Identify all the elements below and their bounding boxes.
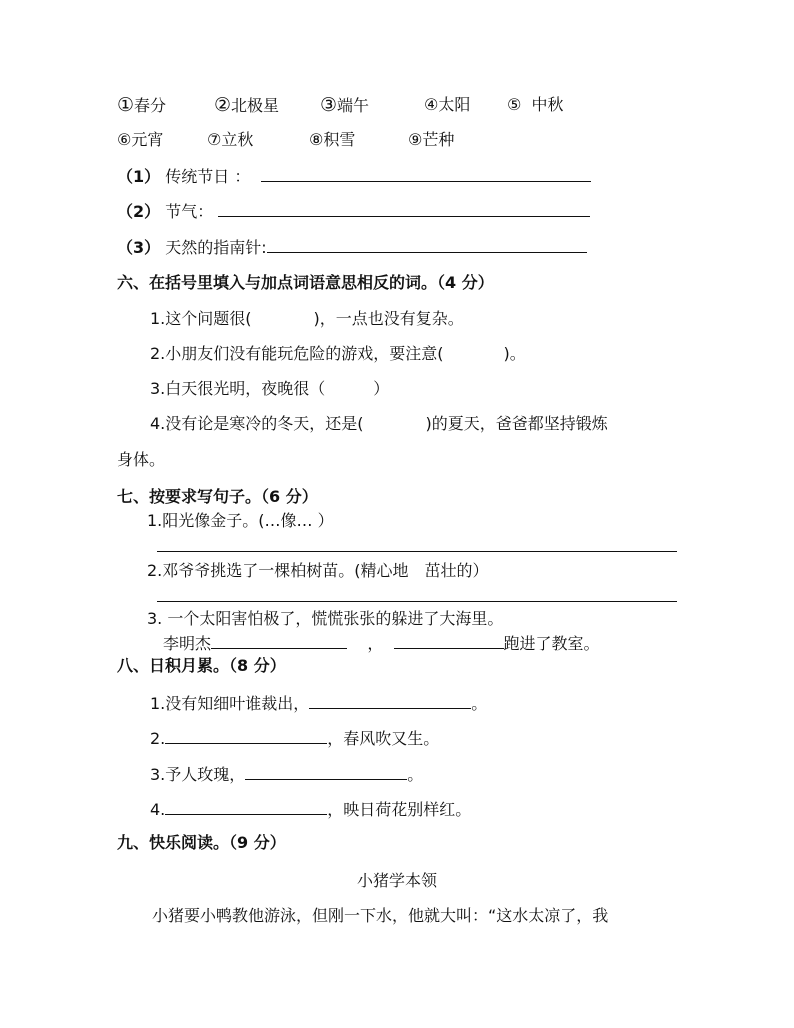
- s7-q3: 3. 一个太阳害怕极了，慌慌张张的躲进了大海里。: [147, 609, 504, 628]
- section8-title: 八、日积月累。（8 分）: [117, 656, 286, 675]
- option-6: ⑥元宵: [117, 130, 164, 149]
- option-1: ①春分: [117, 94, 167, 116]
- s7-q3-rewrite: 李明杰 ， 跑进了教室。: [163, 634, 600, 653]
- option-4: ④太阳: [424, 95, 471, 114]
- section6-title: 六、在括号里填入与加点词语意思相反的词。（4 分）: [117, 273, 494, 292]
- classify-3: （3） 天然的指南针:: [117, 237, 587, 259]
- classify-1-blank[interactable]: [261, 166, 591, 182]
- s8-q3: 3.予人玫瑰， 。: [150, 765, 424, 784]
- s6-q4-continuation: 身体。: [117, 450, 166, 469]
- s8-q2-blank[interactable]: [165, 728, 327, 744]
- s6-q3: 3.白天很光明，夜晚很（ ）: [150, 379, 390, 398]
- s7-q3-blank-2[interactable]: [394, 633, 504, 649]
- option-7: ⑦立秋: [207, 130, 254, 149]
- section7-title: 七、按要求写句子。（6 分）: [117, 487, 318, 506]
- s8-q1: 1.没有知细叶谁裁出， 。: [150, 694, 488, 713]
- option-2: ②北极星: [214, 94, 280, 116]
- s6-q2: 2.小朋友们没有能玩危险的游戏，要注意( )。: [150, 344, 526, 363]
- s8-q2: 2. ，春风吹又生。: [150, 729, 440, 748]
- classify-3-blank[interactable]: [267, 237, 587, 253]
- option-8: ⑧积雪: [309, 130, 356, 149]
- s6-q4: 4.没有论是寒冷的冬天，还是( )的夏天，爸爸都坚持锻炼: [150, 414, 608, 433]
- s8-q1-blank[interactable]: [309, 693, 471, 709]
- s7-q1-answer-line[interactable]: [157, 551, 677, 552]
- s8-q3-blank[interactable]: [245, 764, 407, 780]
- option-3: ③端午: [320, 94, 370, 116]
- classify-2-blank[interactable]: [218, 201, 590, 217]
- s7-q2-answer-line[interactable]: [157, 601, 677, 602]
- s7-q3-blank-1[interactable]: [211, 633, 347, 649]
- s7-q2: 2.邓爷爷挑选了一棵柏树苗。(精心地 茁壮的）: [147, 561, 489, 580]
- s8-q4: 4. ，映日荷花别样红。: [150, 800, 472, 819]
- option-5: ⑤ 中秋: [507, 95, 564, 114]
- story-title: 小猪学本领: [356, 871, 437, 890]
- s6-q1: 1.这个问题很( )，一点也没有复杂。: [150, 309, 464, 328]
- classify-2: （2） 节气：: [117, 201, 590, 223]
- classify-1: （1） 传统节日 ：: [117, 166, 591, 188]
- section9-title: 九、快乐阅读。（9 分）: [117, 833, 286, 852]
- option-9: ⑨芒种: [408, 130, 455, 149]
- s7-q1: 1.阳光像金子。(…像… ）: [147, 511, 334, 530]
- s8-q4-blank[interactable]: [165, 799, 327, 815]
- story-paragraph: 小猪要小鸭教他游泳，但刚一下水，他就大叫：“这水太凉了，我: [152, 906, 609, 925]
